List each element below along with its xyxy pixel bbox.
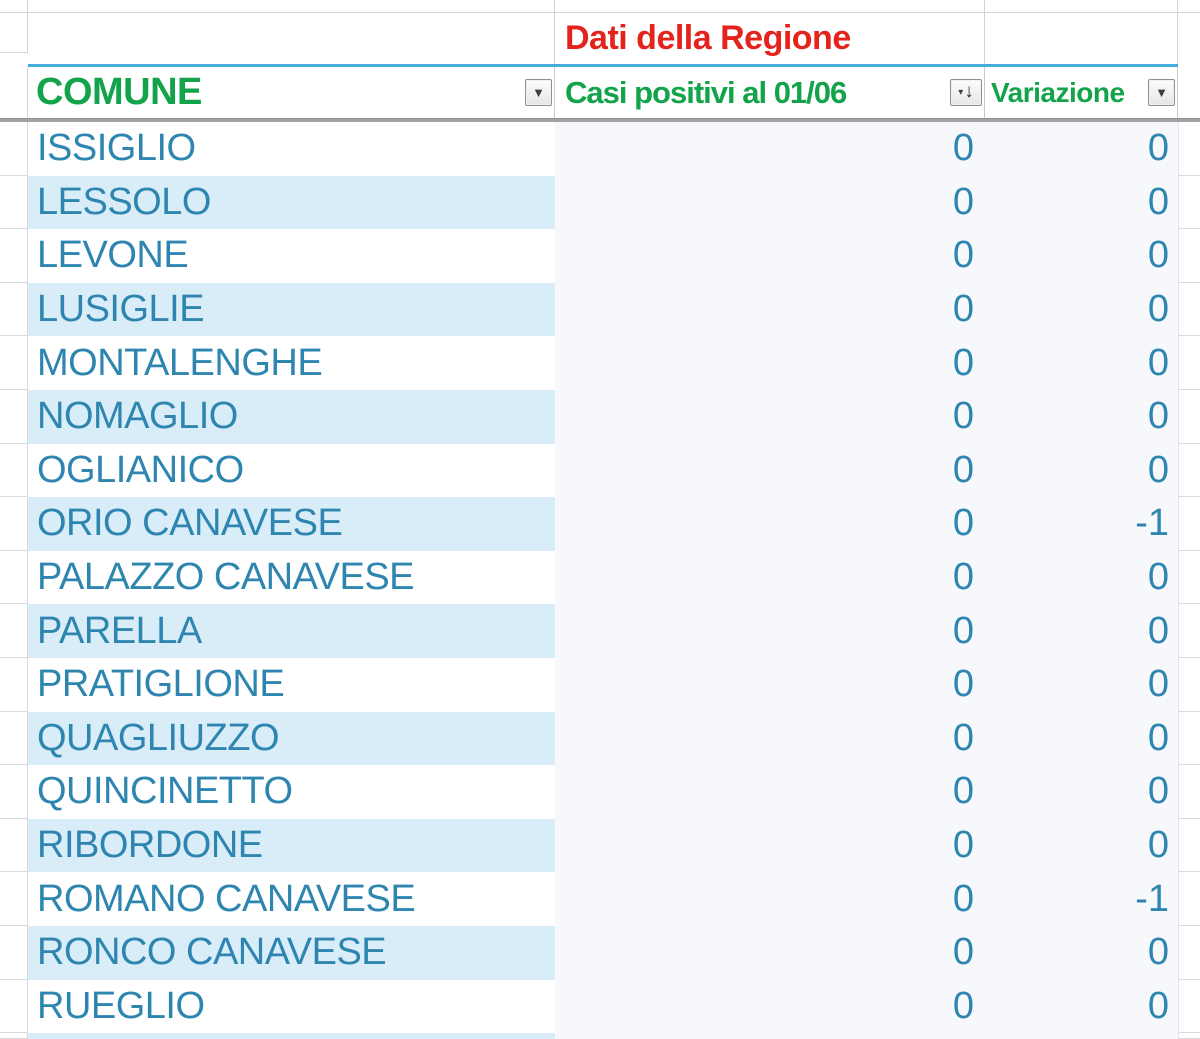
table-row [0, 604, 1200, 658]
table-row [0, 336, 1200, 390]
comune-cell[interactable]: PRATIGLIONE [28, 658, 555, 712]
empty-cell[interactable] [28, 0, 555, 12]
row-margin-right [1178, 444, 1200, 498]
grid-margin-left [0, 67, 28, 118]
casi-cell[interactable]: 0 [555, 712, 985, 766]
empty-cell[interactable] [985, 0, 1178, 12]
comune-header-cell[interactable] [28, 67, 555, 118]
table-body [0, 122, 1200, 1033]
row-margin-left [0, 444, 28, 498]
filter-dropdown-icon: ▾ [958, 86, 964, 98]
variazione-cell[interactable]: 0 [985, 122, 1178, 176]
comune-cell[interactable]: QUINCINETTO [28, 765, 555, 819]
table-row [0, 551, 1200, 605]
comune-cell[interactable]: RUEGLIO [28, 980, 555, 1034]
casi-cell[interactable]: 0 [555, 872, 985, 926]
table-row [0, 497, 1200, 551]
row-margin-right [1178, 176, 1200, 230]
row-margin-right [1178, 390, 1200, 444]
grid-margin-right [1178, 13, 1200, 64]
comune-cell[interactable]: LESSOLO [28, 176, 555, 230]
top-grid-row [0, 0, 1200, 13]
table-row [0, 712, 1200, 766]
variazione-cell[interactable]: 0 [985, 176, 1178, 230]
empty-cell[interactable] [555, 0, 985, 12]
casi-cell[interactable]: 0 [555, 229, 985, 283]
row-margin-left [0, 980, 28, 1034]
comune-cell[interactable]: NOMAGLIO [28, 390, 555, 444]
casi-cell[interactable]: 0 [555, 980, 985, 1034]
row-margin-left [0, 390, 28, 444]
casi-cell[interactable]: 0 [555, 658, 985, 712]
comune-cell[interactable]: RONCO CANAVESE [28, 926, 555, 980]
comune-cell[interactable]: OGLIANICO [28, 444, 555, 498]
row-margin-right [1178, 765, 1200, 819]
casi-cell[interactable]: 0 [555, 444, 985, 498]
table-row [0, 283, 1200, 337]
casi-cell[interactable]: 0 [555, 765, 985, 819]
row-margin-left [0, 497, 28, 551]
table-row [0, 229, 1200, 283]
variazione-cell[interactable]: 0 [985, 980, 1178, 1034]
variazione-cell[interactable]: 0 [985, 390, 1178, 444]
table-row-partial [0, 1033, 1200, 1039]
variazione-cell[interactable]: 0 [985, 604, 1178, 658]
variazione-cell[interactable]: 0 [985, 926, 1178, 980]
sort-descending-icon: ↓ [964, 81, 974, 102]
variazione-header-cell[interactable] [985, 67, 1178, 118]
comune-cell[interactable]: PARELLA [28, 604, 555, 658]
region-title-row [0, 13, 1200, 64]
comune-cell[interactable]: LEVONE [28, 229, 555, 283]
filter-dropdown-icon: ▼ [532, 85, 545, 100]
variazione-cell[interactable]: -1 [985, 497, 1178, 551]
row-margin-right [1178, 497, 1200, 551]
variazione-cell[interactable]: 0 [985, 229, 1178, 283]
variazione-cell[interactable]: 0 [985, 444, 1178, 498]
row-margin-left [0, 229, 28, 283]
casi-sort-filter-button[interactable] [950, 79, 982, 106]
row-margin-right [1178, 658, 1200, 712]
variazione-header-label: Variazione [991, 76, 1125, 108]
casi-cell[interactable]: 0 [555, 926, 985, 980]
empty-cell[interactable] [985, 13, 1178, 64]
comune-cell[interactable]: MONTALENGHE [28, 336, 555, 390]
row-margin-right [1178, 980, 1200, 1034]
row-margin-right [1178, 229, 1200, 283]
row-margin-right [1178, 712, 1200, 766]
variazione-cell[interactable]: 0 [985, 551, 1178, 605]
region-header-title: Dati della Regione [565, 19, 851, 57]
casi-cell[interactable]: 0 [555, 122, 985, 176]
variazione-cell[interactable]: 0 [985, 336, 1178, 390]
table-row [0, 176, 1200, 230]
row-margin-left [0, 926, 28, 980]
filter-dropdown-icon: ▼ [1155, 85, 1168, 100]
variazione-cell[interactable]: 0 [985, 765, 1178, 819]
table-row [0, 980, 1200, 1034]
row-margin-left [0, 122, 28, 176]
comune-header-label: COMUNE [36, 71, 202, 113]
casi-cell[interactable]: 0 [555, 336, 985, 390]
table-row [0, 765, 1200, 819]
row-margin-left [0, 604, 28, 658]
row-margin-left [0, 283, 28, 337]
comune-cell[interactable]: QUAGLIUZZO [28, 712, 555, 766]
grid-margin-left [0, 13, 28, 53]
row-margin-left [0, 658, 28, 712]
table-header-row [0, 67, 1200, 118]
comune-cell[interactable]: PALAZZO CANAVESE [28, 551, 555, 605]
row-margin-left [0, 336, 28, 390]
comune-cell[interactable]: LUSIGLIE [28, 283, 555, 337]
casi-cell[interactable]: 0 [555, 497, 985, 551]
table-row [0, 122, 1200, 176]
comune-cell[interactable]: ROMANO CANAVESE [28, 872, 555, 926]
casi-header-label: Casi positivi al 01/06 [565, 74, 847, 110]
row-margin-left [0, 819, 28, 873]
row-margin-right [1178, 604, 1200, 658]
casi-cell[interactable]: 0 [555, 176, 985, 230]
variazione-cell[interactable]: 0 [985, 712, 1178, 766]
casi-cell[interactable]: 0 [555, 819, 985, 873]
table-row [0, 819, 1200, 873]
table-row [0, 444, 1200, 498]
row-margin-left [0, 765, 28, 819]
row-margin-right [1178, 551, 1200, 605]
row-margin-right [1178, 336, 1200, 390]
region-header-cell[interactable] [555, 13, 985, 64]
comune-cell[interactable]: ISSIGLIO [28, 122, 555, 176]
variazione-cell[interactable]: -1 [985, 872, 1178, 926]
variazione-filter-button[interactable] [1148, 79, 1175, 106]
row-margin-right [1178, 122, 1200, 176]
casi-cell[interactable]: 0 [555, 604, 985, 658]
grid-margin-right [1178, 0, 1200, 12]
casi-cell[interactable]: 0 [555, 551, 985, 605]
variazione-cell[interactable]: 0 [985, 819, 1178, 873]
row-margin-right [1178, 819, 1200, 873]
table-row [0, 926, 1200, 980]
casi-cell[interactable]: 0 [555, 390, 985, 444]
casi-cell[interactable]: 0 [555, 283, 985, 337]
table-row [0, 658, 1200, 712]
row-margin-right [1178, 872, 1200, 926]
row-margin-right [1178, 283, 1200, 337]
table-row [0, 872, 1200, 926]
variazione-cell[interactable]: 0 [985, 658, 1178, 712]
grid-margin-left [0, 0, 28, 12]
empty-cell[interactable] [28, 13, 555, 64]
table-row [0, 390, 1200, 444]
row-margin-left [0, 176, 28, 230]
row-margin-left [0, 872, 28, 926]
row-margin-right [1178, 926, 1200, 980]
row-margin-left [0, 551, 28, 605]
comune-cell[interactable]: ORIO CANAVESE [28, 497, 555, 551]
casi-header-cell[interactable] [555, 67, 985, 118]
comune-filter-button[interactable] [525, 79, 552, 106]
variazione-cell[interactable]: 0 [985, 283, 1178, 337]
row-margin-left [0, 712, 28, 766]
comune-cell[interactable]: RIBORDONE [28, 819, 555, 873]
